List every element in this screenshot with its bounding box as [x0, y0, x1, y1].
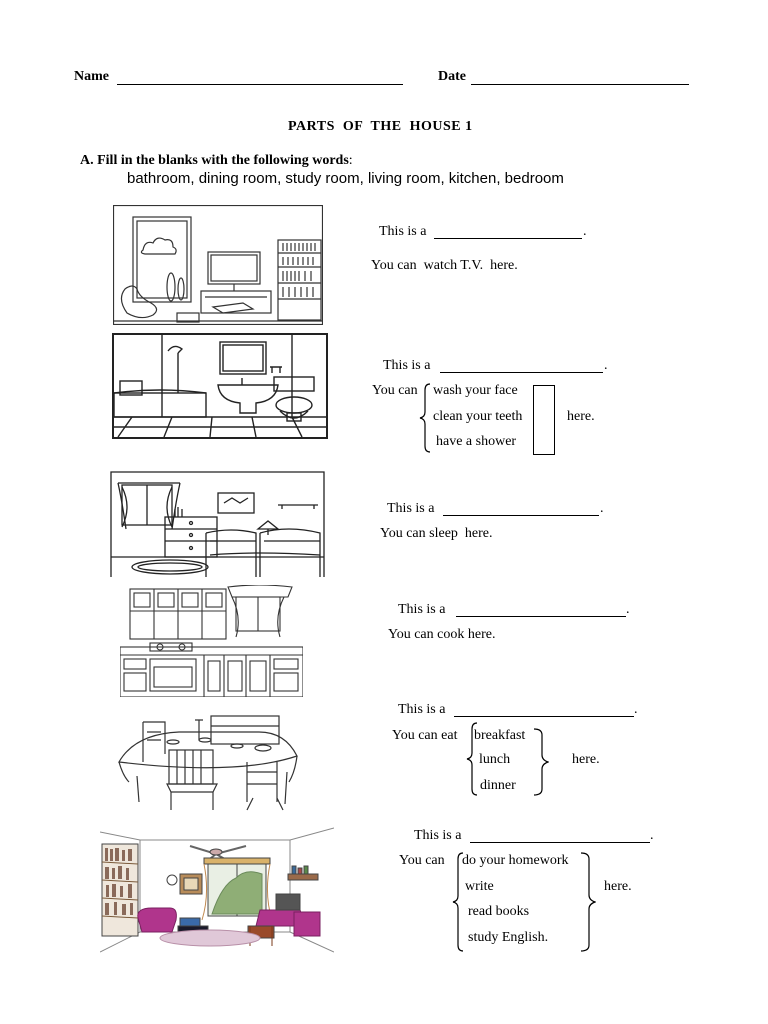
item-2-prompt: This is a — [383, 358, 431, 373]
item-6-here: here. — [604, 879, 632, 894]
item-1-hint: You can watch T.V. here. — [371, 258, 518, 273]
item-5-prompt: This is a — [398, 702, 446, 717]
item-6-period: . — [650, 828, 654, 843]
item-4-period: . — [626, 602, 630, 617]
dining-room-picture — [117, 712, 300, 812]
word-bank: bathroom, dining room, study room, living room, kitchen, bedroom — [127, 170, 564, 187]
item-2-hint-start: You can — [372, 383, 418, 398]
study-room-picture — [100, 822, 334, 953]
item-5-period: . — [634, 702, 638, 717]
item-6-activity-3: read books — [468, 904, 530, 919]
instructions — [80, 153, 353, 169]
item-5-here: here. — [572, 752, 600, 767]
item-5-blank[interactable] — [454, 716, 634, 717]
item-6-blank[interactable] — [470, 842, 650, 843]
item-6-right-brace — [580, 852, 596, 957]
item-2-here: here. — [567, 409, 595, 424]
instructions-colon: : — [348, 153, 353, 168]
item-2-activity-1: wash your face — [433, 383, 518, 398]
item-5-activity-3: dinner — [480, 778, 516, 793]
item-5-right-brace — [533, 728, 549, 801]
item-5-activity-1: breakfast — [474, 728, 526, 743]
item-1-blank[interactable] — [434, 238, 582, 239]
date-blank[interactable] — [471, 84, 689, 85]
item-1-period: . — [583, 224, 587, 239]
item-2-period: . — [604, 358, 608, 373]
kitchen-picture — [120, 585, 303, 697]
item-3-blank[interactable] — [443, 515, 599, 516]
item-3-period: . — [600, 501, 604, 516]
item-3-prompt: This is a — [387, 501, 435, 516]
bathroom-picture — [112, 333, 328, 439]
item-2-left-brace — [419, 383, 431, 458]
item-2-right-box — [533, 385, 555, 455]
instructions-label: A. Fill in the blanks with the following words — [80, 153, 349, 168]
item-1-prompt-row — [379, 224, 426, 240]
item-6-activity-4: study English. — [468, 930, 549, 945]
item-2-activity-2: clean your teeth — [433, 409, 523, 424]
item-2-blank[interactable] — [440, 372, 603, 373]
name-blank[interactable] — [117, 84, 403, 85]
item-6-activity-2: write — [465, 879, 494, 894]
date-label: Date — [438, 69, 466, 84]
item-4-prompt: This is a — [398, 602, 446, 617]
item-4-hint: You can cook here. — [388, 627, 496, 642]
item-1-prompt: This is a — [379, 224, 427, 239]
item-5-activity-2: lunch — [479, 752, 511, 767]
item-2-activity-3: have a shower — [436, 434, 517, 449]
name-label: Name — [74, 69, 109, 84]
page-title: PARTS OF THE HOUSE 1 — [288, 119, 473, 134]
item-4-blank[interactable] — [456, 616, 626, 617]
item-5-hint-start: You can eat — [392, 728, 458, 743]
item-6-hint-start: You can — [399, 853, 445, 868]
item-6-prompt: This is a — [414, 828, 462, 843]
living-room-picture — [113, 205, 323, 325]
item-3-hint: You can sleep here. — [380, 526, 493, 541]
bedroom-picture — [110, 471, 325, 577]
item-6-activity-1: do your homework — [462, 853, 569, 868]
